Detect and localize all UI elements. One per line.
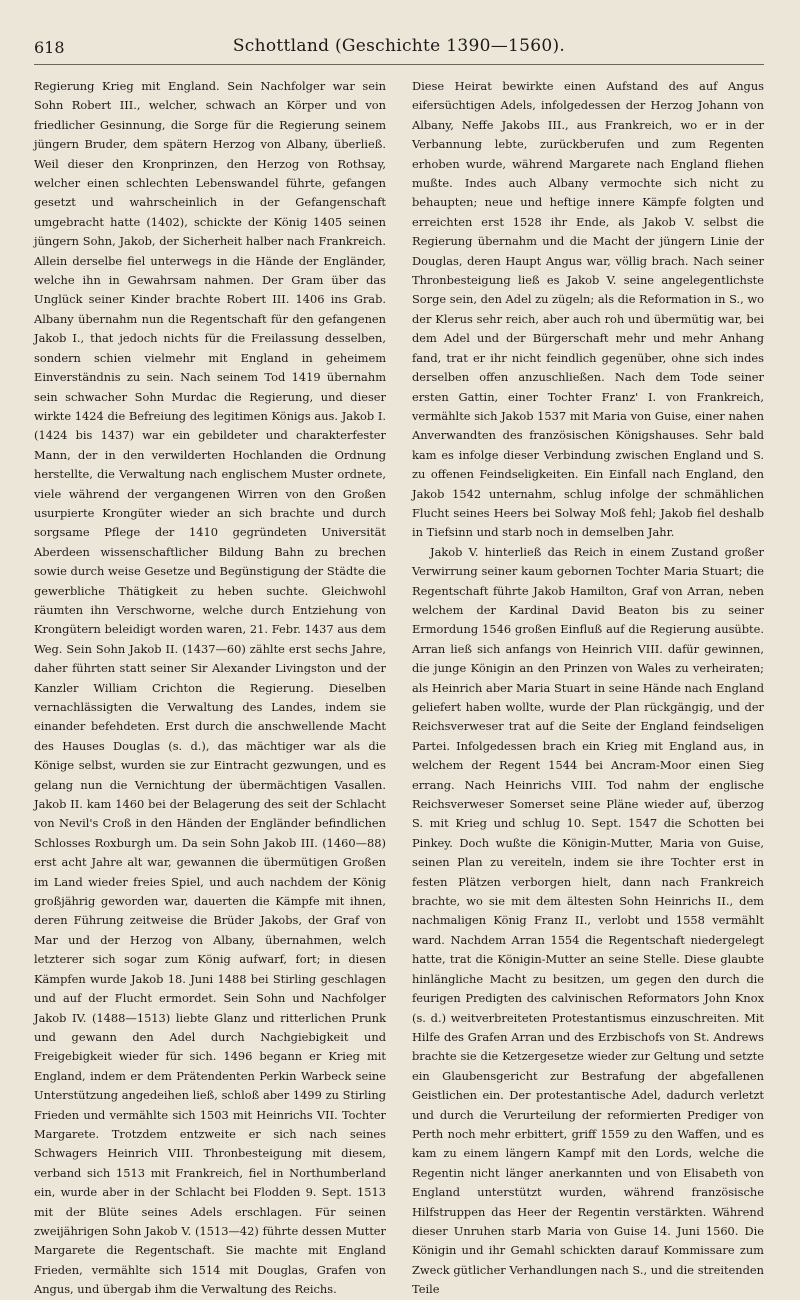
- paragraph: Jakob V. hinterließ das Reich in einem Zustand großer Verwirrung seiner kaum gebornen Tochter Maria Stuart; die Regentschaft führte Jakob Hamilton, Graf von Arran, neben welchem der Kardinal David Beaton bis zu seiner Ermordung 1546 großen Einfluß auf die Regierung ausübte. Arran ließ sich anfangs von Heinrich VIII. dafür gewinnen, die junge Königin an den Prinzen von Wales zu verheiraten; als Heinrich aber Maria Stuart in seine Hände nach England geliefert haben wollte, wurde der Plan rückgängig, und der Reichsverweser trat auf die Seite der England feindseligen Partei. Infolgedessen brach ein Krieg mit England aus, in welchem der Regent 1544 bei Ancram-Moor einen Sieg errang. Nach Heinrichs VIII. Tod nahm der englische Reichsverweser Somerset seine Pläne wieder auf, überzog S. mit Krieg und schlug 10. Sept. 1547 die Schotten bei Pinkey. Doch wußte die Königin-Mutter, Maria von Guise, seinen Plan zu vereiteln, indem sie ihre Tochter erst in festen Plätzen verborgen hielt, dann nach Frankreich brachte, wo sie mit dem ältesten Sohn Heinrichs II., dem nachmaligen König Franz II., verlobt und 1558 vermählt ward. Nachdem Arran 1554 die Regentschaft niedergelegt hatte, trat die Königin-Mutter an seine Stelle. Diese glaubte hinlängliche Macht zu besitzen, um gegen den durch die feurigen Predigten des calvinischen Reformators John Knox (s. d.) weitverbreiteten Protestantismus einzuschreiten. Mit Hilfe des Grafen Arran und des Erzbischofs von St. Andrews brachte sie die Ketzergesetze wieder zur Geltung und setzte ein Glaubensgericht zur Bestrafung der abgefallenen Geistlichen ein. Der protestantische Adel, dadurch verletzt und durch die Verurteilung der reformierten Prediger von Perth noch mehr erbittert, griff 1559 zu den Waffen, und es kam zu einem längern Kampf mit den Lords, welche die Regentin nicht länger anerkannten und von Elisabeth von England unterstützt wurden, während französische Hilfstruppen das Heer der Regentin verstärkten. Während dieser Unruhen starb Maria von Guise 14. Juni 1560. Die Königin und ihr Gemahl schickten darauf Kommissare zum Zweck gütlicher Verhandlungen nach S., und die streitenden Teile: [412, 544, 764, 1297]
- paragraph: Regierung Krieg mit England. Sein Nachfolger war sein Sohn Robert III., welcher, schwach an Körper und von friedlicher Gesinnung, die Sorge für die Regierung seinem jüngern Bruder, dem spätern Herzog von Albany, überließ. Weil dieser den Kronprinzen, den Herzog von Rothsay, welcher einen schlechten Lebenswandel führte, gefangen gesetzt und wahrscheinlich in der Gefangenschaft umgebracht hatte (1402), schickte der König 1405 seinen jüngern Sohn, Jakob, der Sicherheit halber nach Frankreich. Allein derselbe fiel unterwegs in die Hände der Engländer, welche ihn in Gewahrsam nahmen. Der Gram über das Unglück seiner Kinder brachte Robert III. 1406 ins Grab. Albany übernahm nun die Regentschaft für den gefangenen Jakob I., that jedoch nichts für die Freilassung desselben, sondern schien vielmehr mit England in geheimem Einverständnis zu sein. Nach seinem Tod 1419 übernahm sein schwacher Sohn Murdac die Regierung, und dieser wirkte 1424 die Befreiung des legitimen Königs aus. Jakob I. (1424 bis 1437) war ein gebildeter und charakterfester Mann, der in den verwilderten Hochlanden die Ordnung herstellte, die Verwaltung nach englischem Muster ordnete, viele während der vergangenen Wirren von den Großen usurpierte Krongüter wieder an sich brachte und durch sorgsame Pflege der 1410 gegründeten Universität Aberdeen wissenschaftlicher Bildung Bahn zu brechen sowie durch weise Gesetze und Begünstigung der Städte die gewerbliche Thätigkeit zu heben suchte. Gleichwohl räumten ihn Verschworne, welche durch Entziehung von Krongütern beleidigt worden waren, 21. Febr. 1437 aus dem Weg. Sein Sohn Jakob II. (1437—60) zählte erst sechs Jahre, daher führten statt seiner Sir Alexander Livingston und der Kanzler William Crichton die Regierung. Dieselben vernachlässigten die Verwaltung des Landes, indem sie einander befehdeten. Erst durch die anschwellende Macht des Hauses Douglas (s. d.), das mächtiger war als die Könige selbst, wurden sie zur Eintracht gezwungen, und es gelang nun die Vernichtung der übermächtigen Vasallen. Jakob II. kam 1460 bei der Belagerung des seit der Schlacht von Nevil's Croß in den Händen der Engländer befindlichen Schlosses Roxburgh um. Da sein Sohn Jakob III. (1460—88) erst acht Jahre alt war, gewannen die übermütigen Großen im Land wieder freies Spiel, und auch nachdem der König großjährig geworden war, dauerten die Kämpfe mit ihnen, deren Führung zeitweise die Brüder Jakobs, der Graf von Mar und der Herzog von Albany, übernahmen, welch letzterer sich sogar zum König aufwarf, fort; in diesen Kämpfen wurde Jakob 18. Juni 1488 bei Stirling geschlagen und auf der Flucht ermordet. Sein Sohn und Nachfolger Jakob IV. (1488—1513) liebte Glanz und ritterlichen Prunk und gewann den Adel durch Nachgiebigkeit und Freigebigkeit wieder für sich. 1496 begann er Krieg mit England, indem er dem Prätendenten Perkin Warbeck seine Unterstützung angedeihen ließ, schloß aber 1499 zu Stirling Frieden und vermählte sich 1503 mit Heinrichs VII. Tochter Margarete. Trotzdem entzweite er sich nach seines Schwagers Heinrich VIII. Thronbesteigung mit diesem, verband sich 1513 mit Frankreich, fiel in Northumberland ein, wurde aber in der Schlacht bei Flodden 9. Sept. 1513 mit der Blüte seines Adels erschlagen. Für seinen zweijährigen Sohn Jakob V. (1513—42) führte dessen Mutter Margarete die Regentschaft. Sie machte mit England Frieden, vermählte sich 1514 mit Douglas, Grafen von Angus, und übergab ihm die Verwaltung des Reichs.: [34, 79, 386, 1297]
- running-head: Schottland (Geschichte 1390—1560).: [232, 36, 566, 56]
- text-columns: [34, 77, 764, 1300]
- left-column: [34, 77, 386, 1300]
- page-header: [34, 34, 764, 65]
- paragraph: Diese Heirat bewirkte einen Aufstand des auf Angus eifersüchtigen Adels, infolgedessen der Herzog Johann von Albany, Neffe Jakobs III., aus Frankreich, wo er in der Verbannung lebte, zurückberufen und zum Regenten erhoben wurde, während Margarete nach England fliehen mußte. Indes auch Albany vermochte sich nicht zu behaupten; neue und heftige innere Kämpfe folgten und erreichten erst 1528 ihr Ende, als Jakob V. selbst die Regierung übernahm und die Macht der jüngern Linie der Douglas, deren Haupt Angus war, völlig brach. Nach seiner Thronbesteigung ließ es Jakob V. seine angelegentlichste Sorge sein, den Adel zu zügeln; als die Reformation in S., wo der Klerus sehr reich, aber auch roh und übermütig war, bei dem Adel und der Bürgerschaft mehr und mehr Anhang fand, trat er ihr nicht feindlich gegenüber, ohne sich indes derselben offen anzuschließen. Nach dem Tode seiner ersten Gattin, einer Tochter Franz' I. von Frankreich, vermählte sich Jakob 1537 mit Maria von Guise, einer nahen Anverwandten des französischen Königshauses. Sehr bald kam es infolge dieser Verbindung zwischen England und S. zu offenen Feindseligkeiten. Ein Einfall nach England, den Jakob 1542 unternahm, schlug infolge der schmählichen Flucht seines Heers bei Solway Moß fehl; Jakob fiel deshalb in Tiefsinn und starb noch in demselben Jahr.: [412, 79, 764, 540]
- right-column: [412, 77, 764, 1300]
- page-number: 618: [34, 38, 65, 57]
